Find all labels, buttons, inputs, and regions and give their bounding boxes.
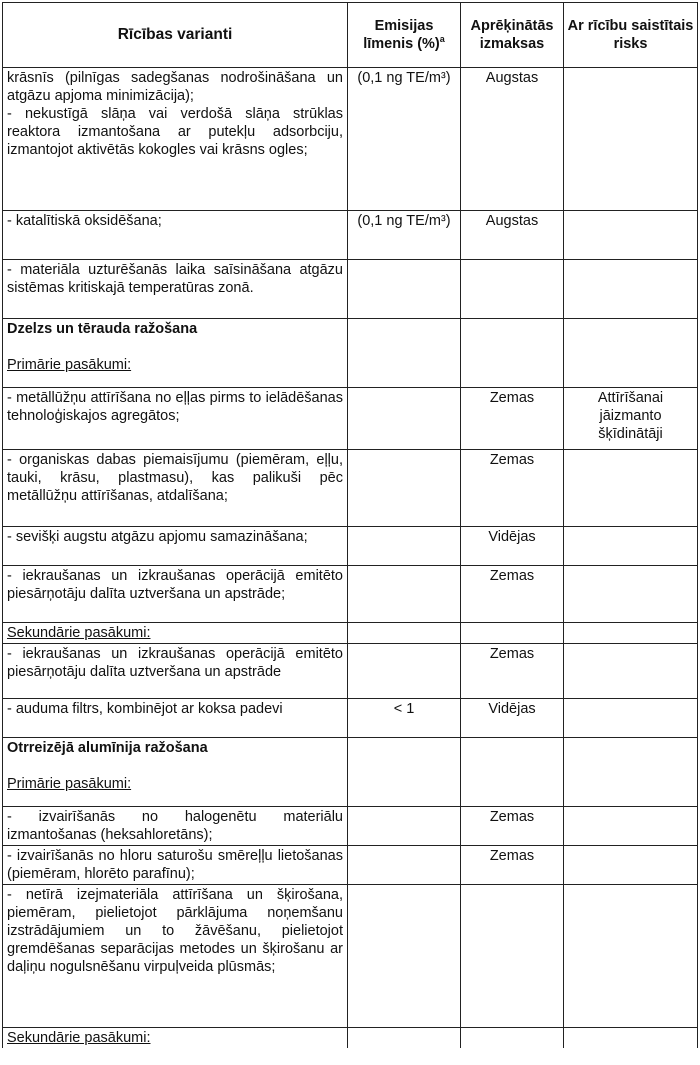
cost-cell: [461, 319, 564, 388]
cost-cell: Zemas: [461, 566, 564, 623]
cost-cell: Zemas: [461, 644, 564, 699]
measure-text: krāsnīs (pilnīgas sadegšanas nodrošināšana un atgāzu apjoma minimizācija); - nekustīgā slāņa vai verdošā slāņa strūklas reaktora izmantošana ar putekļu adsorbciju, izmantojot aktivētās kokogles vai krāsns ogles;: [3, 68, 348, 211]
risk-cell: Attīrīšanai jāizmanto šķīdinātāji: [564, 388, 698, 450]
risk-cell: [564, 699, 698, 738]
risk-cell: [564, 68, 698, 211]
table-row: [3, 527, 698, 566]
emission-cell: [348, 450, 461, 527]
cost-cell: [461, 738, 564, 807]
table-row: [3, 68, 698, 211]
emission-cell: < 1: [348, 699, 461, 738]
cost-cell: Zemas: [461, 388, 564, 450]
cost-cell: Zemas: [461, 846, 564, 885]
cost-cell: Vidējas: [461, 699, 564, 738]
header-risk: Ar rīcību saistītais risks: [564, 3, 698, 68]
risk-cell: [564, 450, 698, 527]
cost-cell: [461, 885, 564, 1028]
risk-cell: [564, 807, 698, 846]
measure-text: - netīrā izejmateriāla attīrīšana un šķirošana, piemēram, pielietojot pārklājuma noņemšanu izstrādājumiem un to žāvēšanu, pielietojot gremdēšanas separācijas metodes un šķirošanu ar daļiņu nogulsnēšanu virpuļveida plūsmās;: [3, 885, 348, 1028]
emission-cell: [348, 623, 461, 644]
table-row: [3, 885, 698, 1028]
header-emission-text: Emisijas līmenis (%): [363, 18, 440, 52]
cost-cell: [461, 260, 564, 319]
section-cell: [3, 319, 348, 388]
table-row: [3, 1028, 698, 1049]
emission-cell: [348, 738, 461, 807]
risk-cell: [564, 211, 698, 260]
measure-text: - organiskas dabas piemaisījumu (piemēram, eļļu, tauki, krāsu, plastmasu), kas palikuši pēc metāllūžņu attīrīšanas, atdalīšana;: [3, 450, 348, 527]
table-row: [3, 319, 698, 388]
risk-cell: [564, 623, 698, 644]
emission-cell: [348, 388, 461, 450]
emission-cell: (0,1 ng TE/m³): [348, 211, 461, 260]
risk-cell: [564, 885, 698, 1028]
risk-cell: [564, 260, 698, 319]
cost-cell: Augstas: [461, 68, 564, 211]
cost-cell: Vidējas: [461, 527, 564, 566]
table-body: [3, 68, 698, 1049]
emission-cell: [348, 260, 461, 319]
measure-text: - izvairīšanās no hloru saturošu smēreļļu lietošanas (piemēram, hlorēto parafīnu);: [3, 846, 348, 885]
risk-cell: [564, 527, 698, 566]
subsection-title: Sekundārie pasākumi:: [3, 623, 348, 644]
subsection-title: Sekundārie pasākumi:: [3, 1028, 348, 1049]
table-row: [3, 738, 698, 807]
cost-cell: Zemas: [461, 450, 564, 527]
measure-text: - sevišķi augstu atgāzu apjomu samazināšana;: [3, 527, 348, 566]
table-row: [3, 807, 698, 846]
emission-cell: [348, 1028, 461, 1049]
cost-cell: Zemas: [461, 807, 564, 846]
emission-cell: (0,1 ng TE/m³): [348, 68, 461, 211]
spacer: [7, 338, 343, 356]
measure-text: - metāllūžņu attīrīšana no eļļas pirms to ielādēšanas tehnoloģiskajos agregātos;: [3, 388, 348, 450]
header-emission-footnote: a: [439, 34, 445, 45]
table-row: [3, 260, 698, 319]
measure-text: - auduma filtrs, kombinējot ar koksa padevi: [3, 699, 348, 738]
measure-text: - katalītiskā oksidēšana;: [3, 211, 348, 260]
measure-text: - iekraušanas un izkraušanas operācijā emitēto piesārņotāju dalīta uztveršana un apstrāde: [3, 644, 348, 699]
risk-cell: [564, 738, 698, 807]
emission-cell: [348, 644, 461, 699]
measure-text: - iekraušanas un izkraušanas operācijā emitēto piesārņotāju dalīta uztveršana un apstrāde;: [3, 566, 348, 623]
cost-cell: [461, 623, 564, 644]
header-emission: [348, 3, 461, 68]
table-row: [3, 211, 698, 260]
table-header-row: [3, 3, 698, 68]
risk-cell: [564, 846, 698, 885]
subsection-title: Primārie pasākumi:: [7, 776, 132, 792]
measure-text: - materiāla uzturēšanās laika saīsināšana atgāzu sistēmas kritiskajā temperatūras zonā.: [3, 260, 348, 319]
emission-cell: [348, 885, 461, 1028]
measure-text: - izvairīšanās no halogenētu materiālu izmantošanas (heksahloretāns);: [3, 807, 348, 846]
measures-table: [2, 2, 698, 1048]
header-options: Rīcības varianti: [3, 3, 348, 68]
header-cost: Aprēķinātās izmaksas: [461, 3, 564, 68]
section-title: Otrreizējā alumīnija ražošana: [7, 740, 208, 756]
cost-cell: Augstas: [461, 211, 564, 260]
table-row: [3, 566, 698, 623]
risk-cell: [564, 1028, 698, 1049]
emission-cell: [348, 846, 461, 885]
table-row: [3, 699, 698, 738]
subsection-title: Primārie pasākumi:: [7, 357, 132, 373]
section-cell: [3, 738, 348, 807]
emission-cell: [348, 566, 461, 623]
table-row: [3, 846, 698, 885]
table-row: [3, 644, 698, 699]
spacer: [7, 757, 343, 775]
risk-cell: [564, 319, 698, 388]
section-title: Dzelzs un tērauda ražošana: [7, 321, 198, 337]
emission-cell: [348, 319, 461, 388]
table-row: [3, 450, 698, 527]
risk-cell: [564, 566, 698, 623]
table-row: [3, 623, 698, 644]
cost-cell: [461, 1028, 564, 1049]
emission-cell: [348, 527, 461, 566]
table-row: [3, 388, 698, 450]
emission-cell: [348, 807, 461, 846]
risk-cell: [564, 644, 698, 699]
